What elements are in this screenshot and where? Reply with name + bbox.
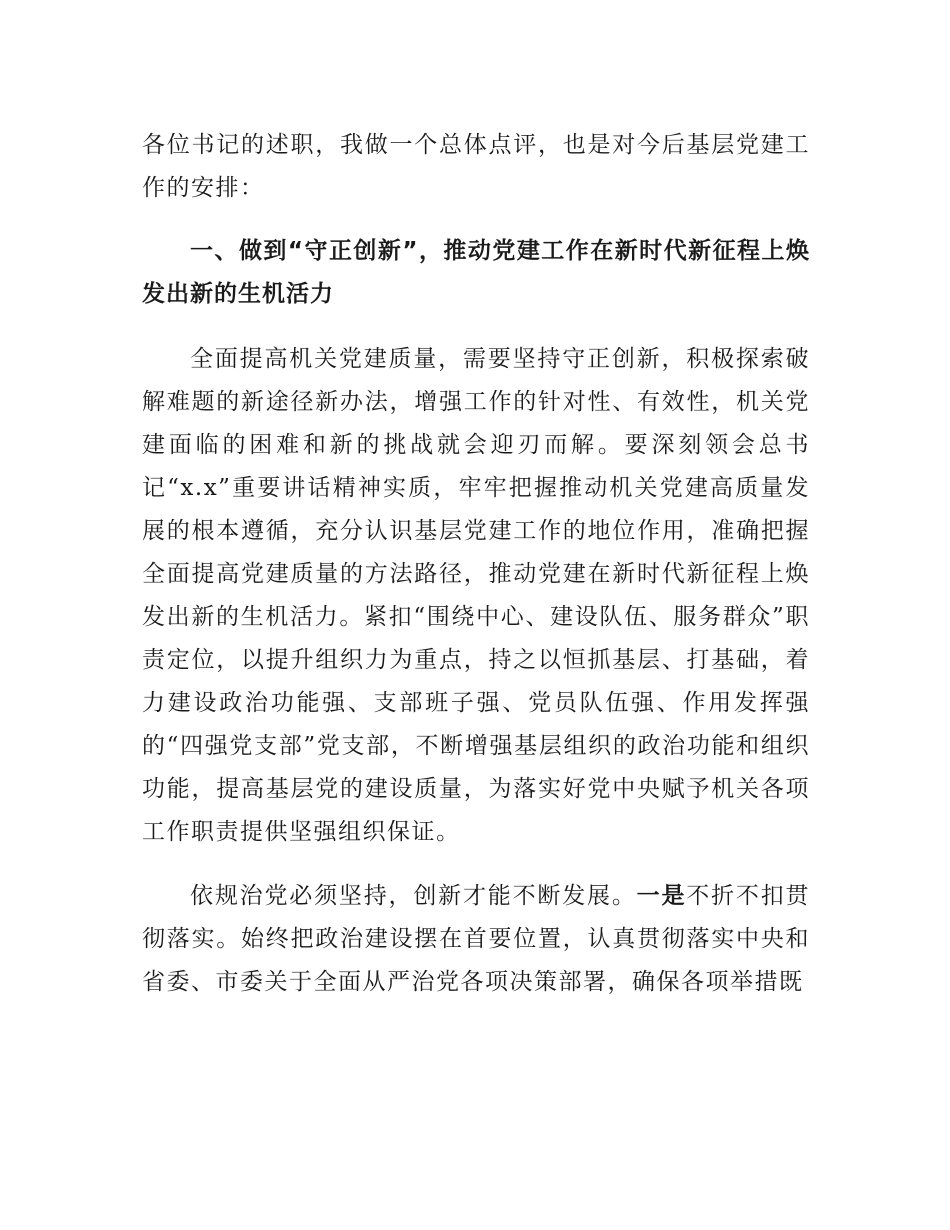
- paragraph-2-lead: 依规治党必须坚持，创新才能不断发展。: [190, 883, 637, 909]
- body-paragraph-1: 全面提高机关党建质量，需要坚持守正创新，积极探索破解难题的新途径新办法，增强工作的针对性、有效性，机关党建面临的困难和新的挑战就会迎刃而解。要深刻领会总书记“x.x”重要讲话精神实质，牢牢把握推动机关党建高质量发展的根本遵循，充分认识基层党建工作的地位作用，准确把握全面提高党建质量的方法路径，推动党建在新时代新征程上焕发出新的生机活力。紧扣“围绕中心、建设队伍、服务群众”职责定位，以提升组织力为重点，持之以恒抓基层、打基础，着力建设政治功能强、支部班子强、党员队伍强、作用发挥强的“四强党支部”党支部，不断增强基层组织的政治功能和组织功能，提高基层党的建设质量，为落实好党中央赋予机关各项工作职责提供坚强组织保证。: [142, 346, 810, 845]
- section-heading: 一、做到“守正创新”，推动党建工作在新时代新征程上焕发出新的生机活力: [142, 238, 810, 307]
- body-paragraph-2: [142, 875, 810, 1004]
- document-body: [142, 124, 810, 1025]
- intro-paragraph: 各位书记的述职，我做一个总体点评，也是对今后基层党建工作的安排：: [142, 132, 810, 201]
- paragraph-2-emphasis: 一是: [636, 883, 687, 909]
- paragraph-2-rest: 不折不扣贯彻落实。始终把政治建设摆在首要位置，认真贯彻落实中央和省委、市委关于全面从严治党各项决策部署，确保各项举措既: [142, 883, 810, 995]
